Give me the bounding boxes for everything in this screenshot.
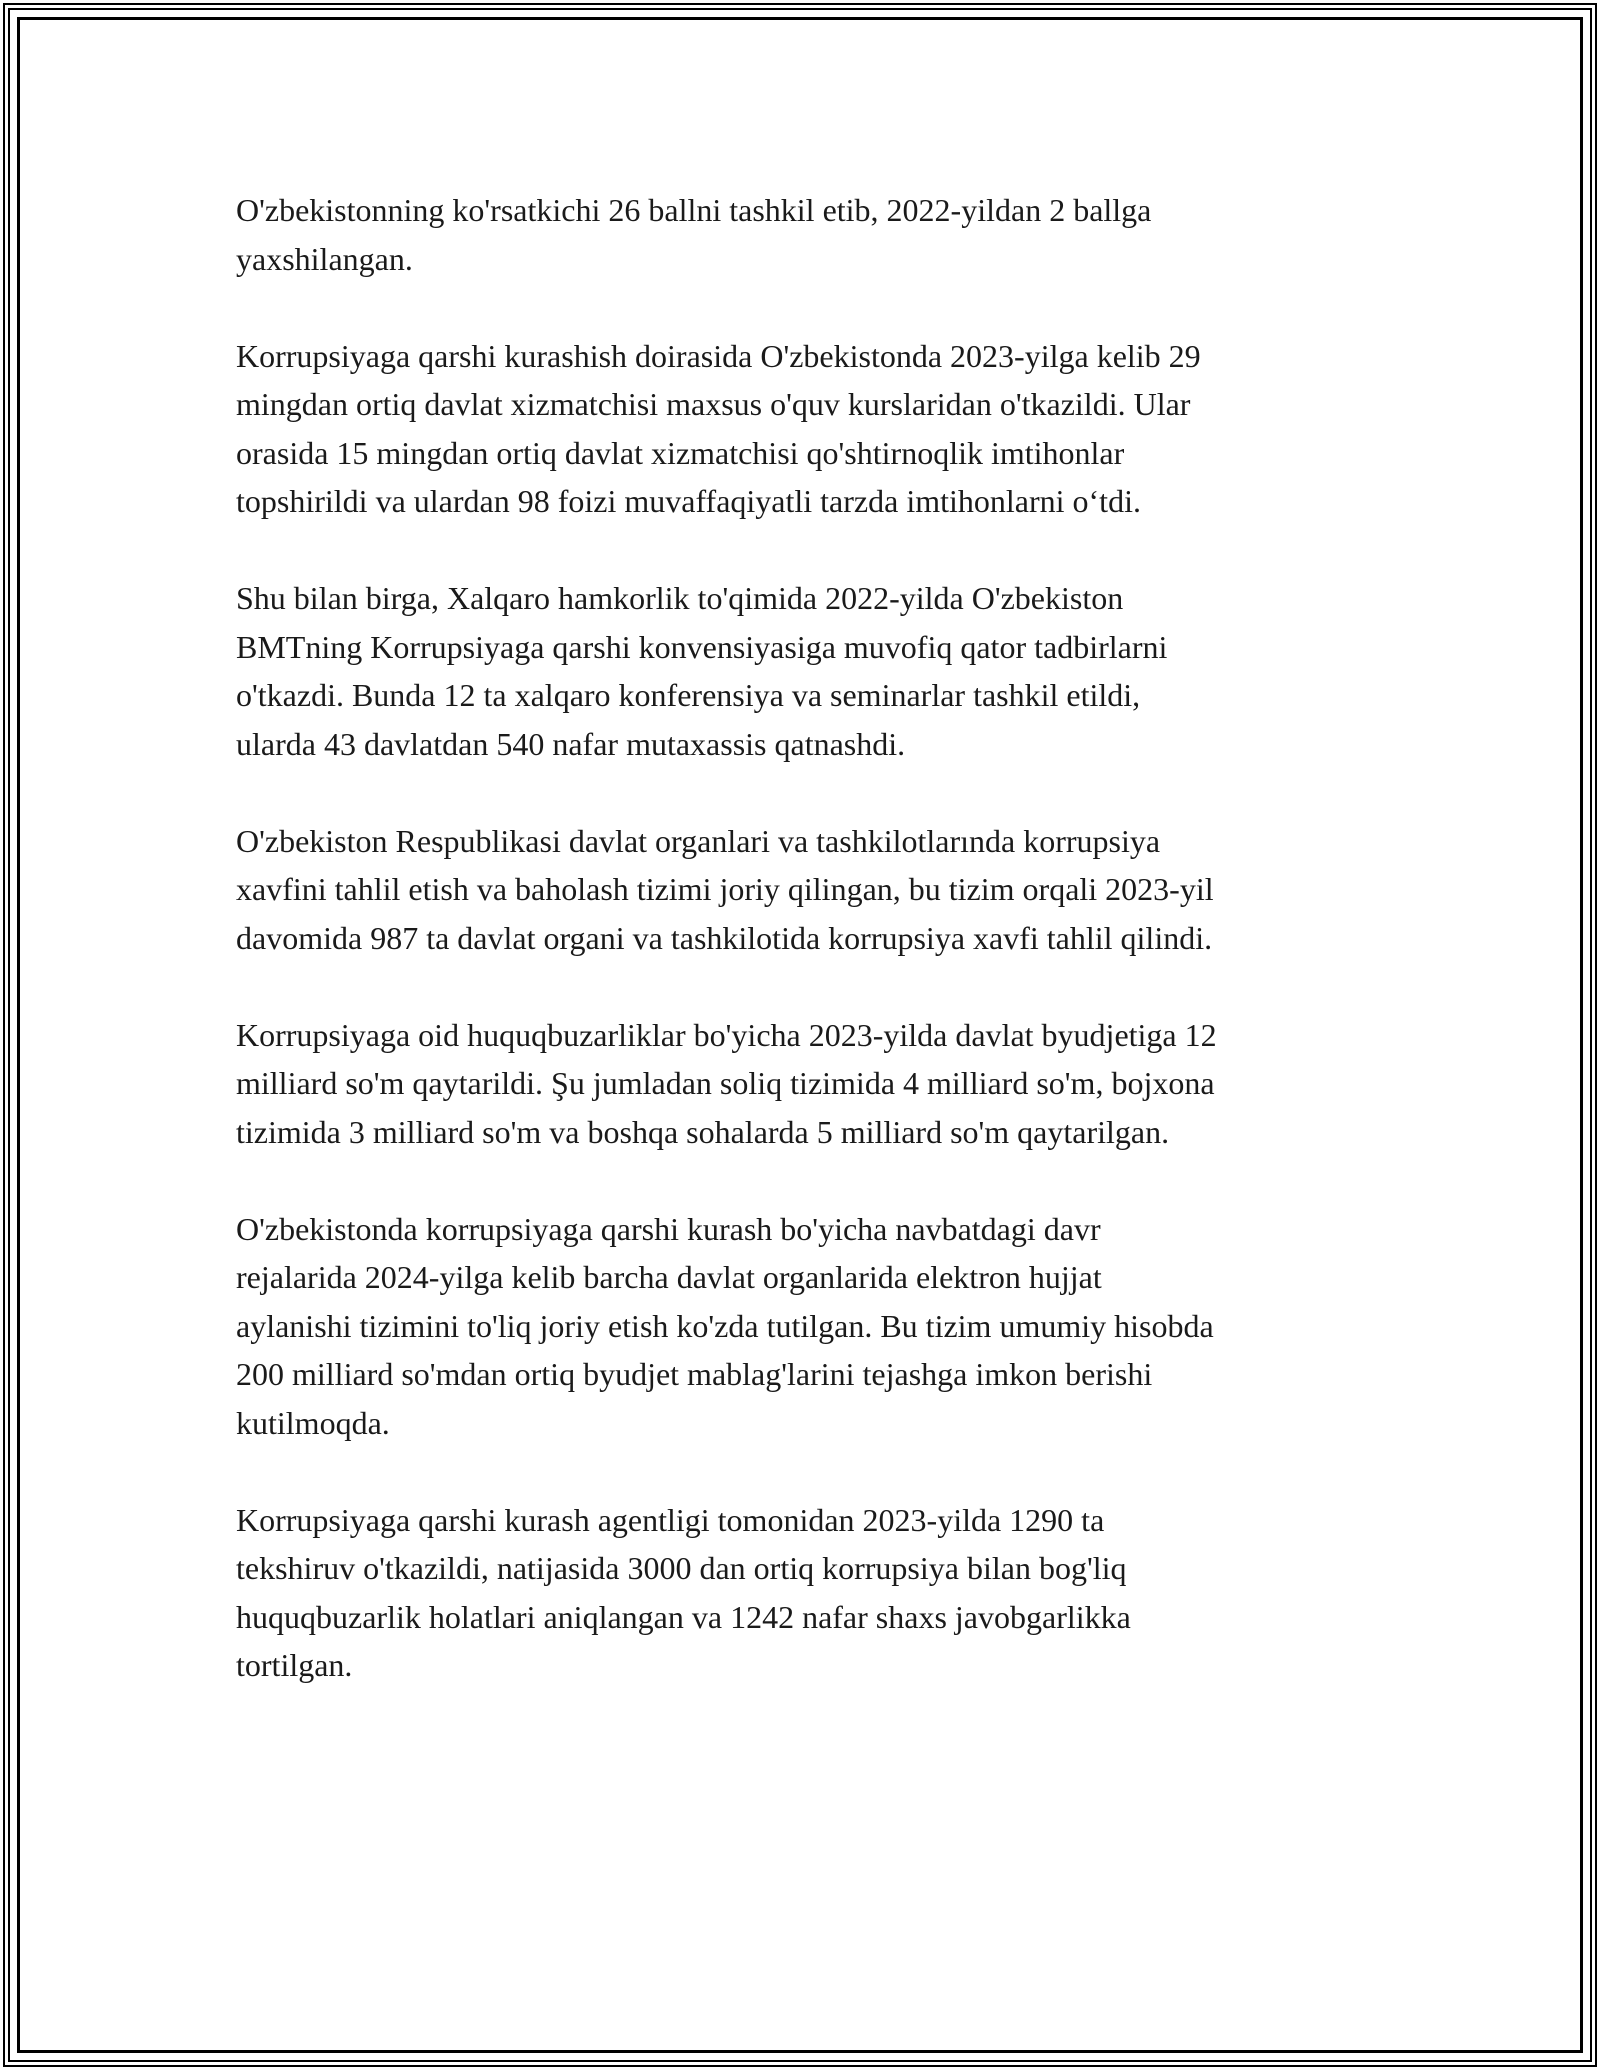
paragraph-4: O'zbekiston Respublikasi davlat organlari va tashkilotlarında korrupsiya xavfini tahlil etish va baholash tizimi joriy qilingan, bu tizim orqali 2023-yil davomida 987 ta davlat organi va tashkilotida korrupsiya xavfi tahlil qilindi. <box>236 822 1214 956</box>
paragraph-2: Korrupsiyaga qarshi kurashish doirasida O'zbekistonda 2023-yilga kelib 29 mingdan ortiq davlat xizmatchisi maxsus o'quv kurslaridan o'tkazildi. Ular orasida 15 mingdan ortiq davlat xizmatchisi qo'shtirnoqlik imtihonlar topshirildi va ulardan 98 foizi muvaffaqiyatli tarzda imtihonlarni o‘tdi. <box>236 337 1201 519</box>
paragraph-5: Korrupsiyaga oid huquqbuzarliklar bo'yicha 2023-yilda davlat byudjetiga 12 milliard so'm qaytarildi. Şu jumladan soliq tizimida 4 milliard so'm, bojxona tizimida 3 milliard so'm va boshqa sohalarda 5 milliard so'm qaytarilgan. <box>236 1016 1217 1150</box>
paragraph-3: Shu bilan birga, Xalqaro hamkorlik to'qimida 2022-yilda O'zbekiston BMTning Korrupsiyaga qarshi konvensiyasiga muvofiq qator tadbirlarni o'tkazdi. Bunda 12 ta xalqaro konferensiya va seminarlar tashkil etildi, ularda 43 davlatdan 540 nafar mutaxassis qatnashdi. <box>236 580 1168 762</box>
paragraph-7: Korrupsiyaga qarshi kurash agentligi tomonidan 2023-yilda 1290 ta tekshiruv o'tkazildi, natijasida 3000 dan ortiq korrupsiya bilan bog'liq huquqbuzarlik holatlari aniqlangan va 1242 nafar shaxs javobgarlikka tortilgan. <box>236 1501 1131 1683</box>
paragraph-1: O'zbekistonning ko'rsatkichi 26 ballni tashkil etib, 2022-yildan 2 ballga yaxshilangan. <box>236 192 1152 277</box>
paragraph-6: O'zbekistonda korrupsiyaga qarshi kurash bo'yicha navbatdagi davr rejalarida 2024-yilga kelib barcha davlat organlarida elektron hujjat aylanishi tizimini to'liq joriy etish ko'zda tutilgan. Bu tizim umumiy hisobda 200 milliard so'mdan ortiq byudjet mablag'larini tejashga imkon berishi kutilmoqda. <box>236 1210 1214 1441</box>
document-body <box>236 186 1366 1738</box>
